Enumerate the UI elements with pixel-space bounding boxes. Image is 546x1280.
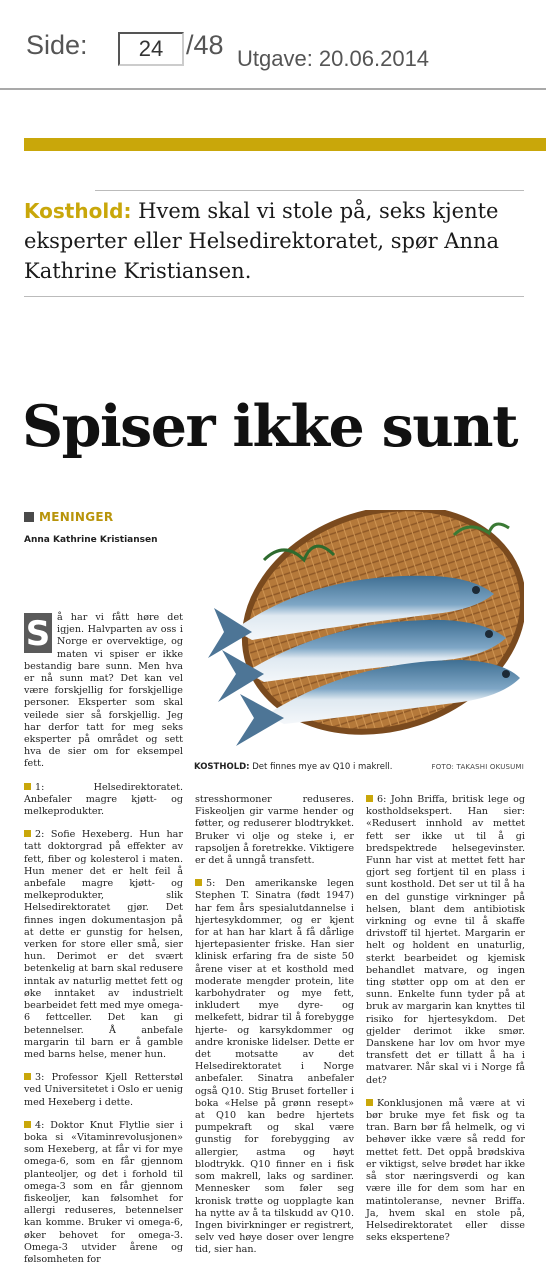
section-square-icon [24,512,34,522]
mackerel-photo [194,510,524,756]
bullet-square-icon [24,830,31,837]
byline: Anna Kathrine Kristiansen [24,535,158,545]
conclusion: Konklusjonen må være at vi bør bruke mye fet fisk og ta tran. Barn bør få helmelk, og vi behøver ikke være så redd for mettet fett. Det oppå brødskiva er viktigst, selve brødet har ikke så stor næringsverdi og kan være ille for dem som har en matintoleranse, nevner Briffa. Ja, hvem skal en stole på, Helsedirektoratet eller disse seks ekspertene? [366,1097,525,1244]
page-label: Side: [26,30,88,60]
caption-text: Det finnes mye av Q10 i makrell. [249,762,393,772]
point-4: 4: Doktor Knut Flytlie sier i boka si «Vitaminrevolusjonen» som Hexeberg, at får vi for mye omega-6, som en får gjennom planteoljer, og det i forhold til omega-3 som en får gjennom fiskeoljer, kan følsomhet for allergi reduseres, betennelser kan komme. Bruker vi omega-6, øker behovet for omega-3. Omega-3 utvider årene og følsomheten for [24,1119,183,1265]
intro-text: Hvem skal vi stole på, seks kjente eksperter eller Helsedirektoratet, spør Anna Kathrine Kristiansen. [24,199,500,283]
edition-date: Utgave: 20.06.2014 [237,46,430,71]
lead-paragraph: S å har vi fått høre det igjen. Halvparten av oss i Norge er overvektige, og maten vi spiser er ikke bestandig bare sunn. Men hva er nå sunn mat? Det kan vel være forskjellig for forskjellige personer. Eksperter som skal veilede sier så forskjellig. Jeg har derfor tatt for meg seks eksperter på området og sett hva de sier om for eksempel fett. [24,612,183,770]
photo-caption [194,762,524,776]
point-2: 2: Sofie Hexeberg. Hun har tatt doktorgrad på effekter av fett, fiber og kolesterol i maten. Hun mener det er helt feil å anbefale magre kjøtt- og melkeprodukter, slik Helsedirektoratet gjør. Det finnes ingen dokumentasjon på at dette er gunstig for helsen, verken for store eller små, sier hun. Derimot er det svært betenkelig at barn skal redusere inntak av naturlig mettet fett og øke inntaket av industrielt bearbeidet fett med mye omega- 6 fettceller. Det kan gi betennelser. Å anbefale margarin til barn er å gamble med barns helse, mener hun. [24,829,183,1060]
caption-kicker: KOSTHOLD: [194,762,250,772]
text-column-3 [366,794,525,1255]
bullet-square-icon [195,879,202,886]
point-1: 1: Helsedirektoratet. Anbefaler magre kjøtt- og melkeprodukter. [24,781,183,818]
point-4-continued: stresshormoner reduseres. Fiskeoljen gir varme hender og føtter, og reduserer blodtrykket. Bruker vi olje og steke i, er rapsoljen å foretrekke. Viktigere er det å unngå transfett. [195,794,354,867]
navigation-divider [0,88,546,90]
drop-cap: S [25,614,51,654]
point-6: 6: John Briffa, britisk lege og kostholdsekspert. Han sier: «Redusert innhold av mettet fett ser ikke ut til å gi bredspektrede helsegevinster. Funn har vist at mettet fett har gjort seg fortjent til en plass i sunt kosthold. Det ser ut til å ha en del gunstige virkninger på helsen, blant dem antibiotisk virkning og evne til å skaffe drivstoff til hjertet. Margarin er helt og holdent en unaturlig, sterkt bearbeidet og kjemisk behandlet matvare, og ingen ting støtter opp om at den er sunn. Enkelte funn tyder på at bruk av margarin kan knyttes til risiko for hjertesykdom. Det gjelder derimot ikke smør. Danskene har lov om hvor mye transfett det er tillatt å ha i matvarer. Når skal vi i Norge få det? [366,794,525,1086]
page-total: /48 [186,30,224,60]
intro-top-rule [95,190,524,191]
point-3: 3: Professor Kjell Retterstøl ved Universitetet i Oslo er uenig med Hexeberg i dette. [24,1072,183,1108]
text-column-2 [195,794,354,1268]
intro-kicker: Kosthold: [24,199,132,223]
text-column-1 [24,612,183,1277]
point-5: 5: Den amerikanske legen Stephen T. Sinatra (født 1947) har fem års spesialutdannelse i hjertesykdommer, og er kjent for at han har klart å få dårlige hjertepasienter friske. Han sier klinisk erfaring fra de siste 50 årene viser at et kosthold med moderate mengder protein, lite karbohydrater og mye fett, inkludert mye dyre- og melkefett, bidrar til å forebygge hjerte- og karsykdommer og andre kroniske lidelser. Dette er det motsatte av det Helsedirektoratet i Norge anbefaler. Sinatra anbefaler også Q10. Stig Bruset forteller i boka «Helse på grønn resept» at Q10 kan bedre hjertets pumpekraft og skal være gunstig for forebygging av allergier, astma og høyt blodtrykk. Q10 finner en i fisk som makrell, laks og sardiner. Mennesker som føler seg kronisk trøtte og uopplagte kan ha nytte av å ta tilskudd av Q10. Ingen bivirkninger er registrert, selv ved høye doser over lengre tid, sier han. [195,878,354,1256]
bullet-square-icon [24,1073,31,1080]
bullet-square-icon [24,1121,31,1128]
section-label: MENINGER [39,510,114,524]
page-number-input[interactable]: 24 [118,32,184,66]
section-tag [24,510,113,524]
article-intro [24,196,524,286]
page-navigation-bar [0,0,546,88]
section-color-bar [24,138,546,151]
article-headline: Spiser ikke sunt [22,393,517,460]
photo-credit: FOTO: TAKASHI OKUSUMI [431,763,524,771]
bullet-square-icon [24,783,31,790]
bullet-square-icon [366,1099,373,1106]
intro-bottom-rule [24,296,524,297]
bullet-square-icon [366,795,373,802]
mackerel-illustration [194,510,524,756]
